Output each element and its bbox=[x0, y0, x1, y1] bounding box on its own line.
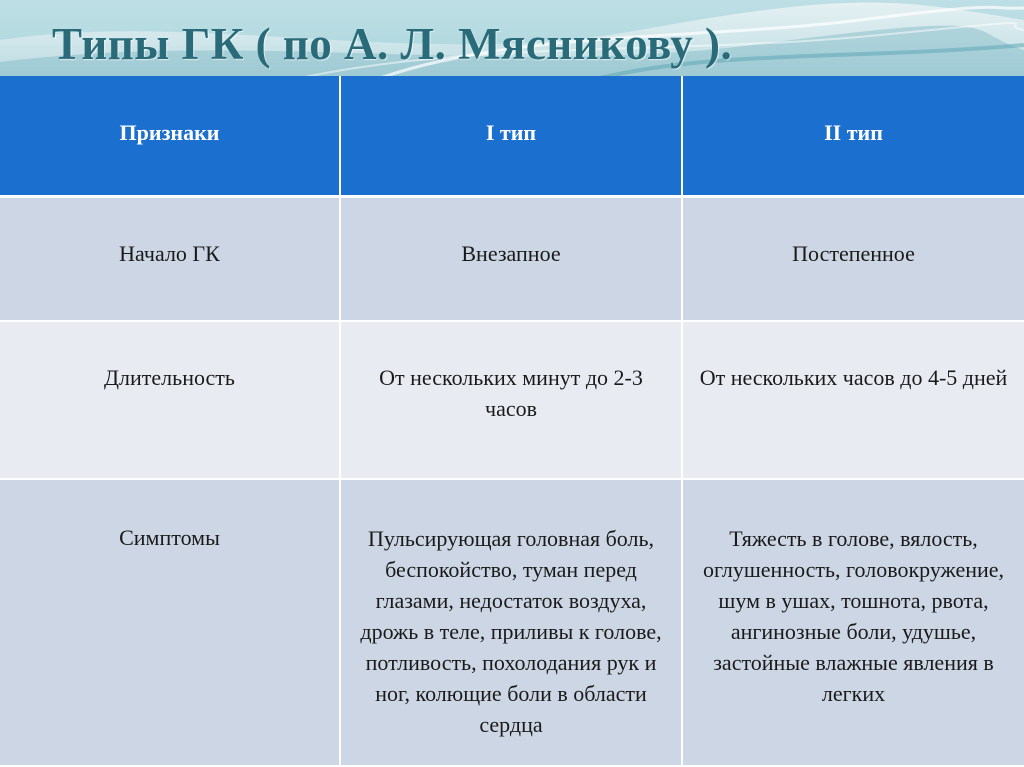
column-header-type-1: I тип bbox=[341, 76, 683, 198]
column-header-type-2: II тип bbox=[683, 76, 1024, 198]
cell-onset-type-2: Постепенное bbox=[683, 198, 1024, 322]
types-table bbox=[0, 76, 1024, 767]
cell-symptoms-type-1: Пульсирующая головная боль, беспокойство, туман перед глазами, недостаток воздуха, дрожь в теле, приливы к голове, потливость, похолодания рук и ног, колющие боли в области сердца bbox=[341, 480, 683, 767]
column-header-features: Признаки bbox=[0, 76, 341, 198]
slide-header bbox=[0, 0, 1024, 78]
cell-onset-type-1: Внезапное bbox=[341, 198, 683, 322]
page-title: Типы ГК ( по А. Л. Мясникову ). bbox=[52, 19, 733, 69]
cell-onset-label: Начало ГК bbox=[0, 198, 341, 322]
cell-duration-type-2: От нескольких часов до 4-5 дней bbox=[683, 322, 1024, 480]
cell-symptoms-label: Симптомы bbox=[0, 480, 341, 767]
cell-symptoms-type-2: Тяжесть в голове, вялость, оглушенность, головокружение, шум в ушах, тошнота, рвота, ангинозные боли, удушье, застойные влажные явления в легких bbox=[683, 480, 1024, 767]
cell-duration-label: Длительность bbox=[0, 322, 341, 480]
cell-duration-type-1: От нескольких минут до 2-3 часов bbox=[341, 322, 683, 480]
